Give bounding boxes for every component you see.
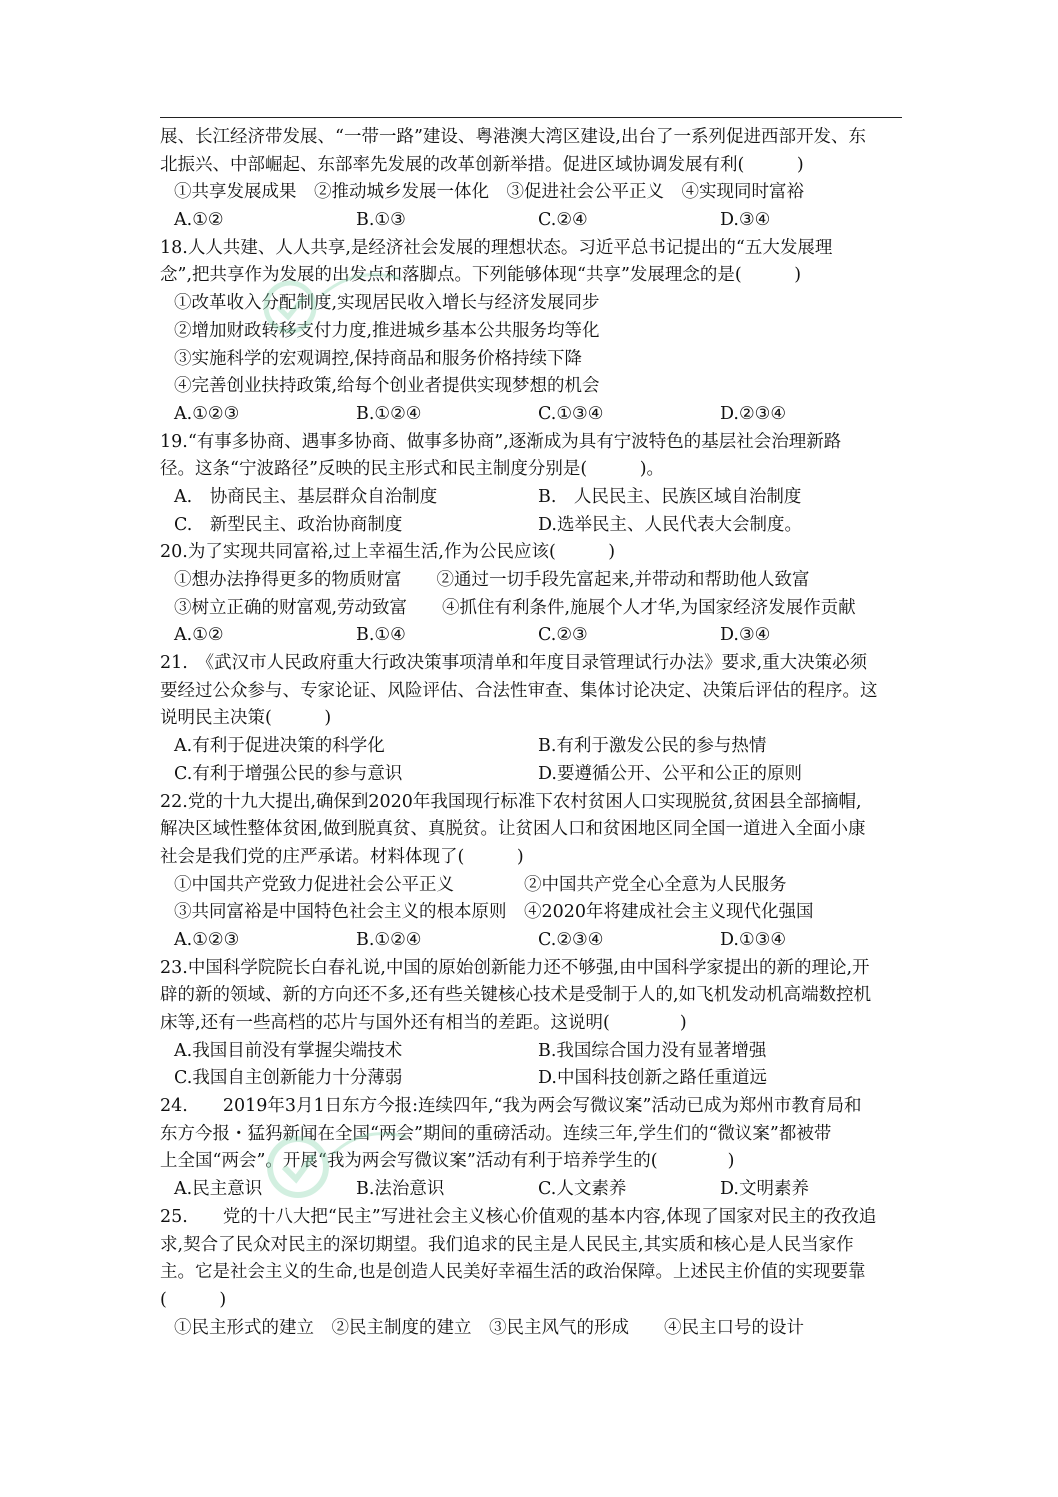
question-23-options-row-2 [160, 1065, 902, 1093]
option-a[interactable]: A.有利于促进决策的科学化 [174, 736, 385, 757]
question-23-stem-line-1: 23.中国科学院院长白春礼说,中国的原始创新能力还不够强,由中国科学家提出的新的理论,开 [160, 957, 870, 978]
option-c[interactable]: C.②③ [538, 625, 588, 646]
option-b[interactable]: B.我国综合国力没有显著增强 [538, 1040, 767, 1061]
question-20-items-row-1: ①想办法挣得更多的物质财富 ②通过一切手段先富起来,并带动和帮助他人致富 [174, 570, 810, 590]
option-c[interactable]: C. 新型民主、政治协商制度 [174, 514, 403, 535]
question-17 [160, 124, 902, 235]
question-20-options [160, 622, 902, 650]
question-24-stem-line-2: 东方今报・猛犸新闻在全国“两会”期间的重磅活动。连续三年,学生们的“微议案”都被带 [160, 1123, 832, 1144]
question-25 [160, 1204, 902, 1342]
option-b[interactable]: B.①④ [356, 625, 406, 646]
question-20-items-row-2: ③树立正确的财富观,劳动致富 ④抓住有利条件,施展个人才华,为国家经济发展作贡献 [174, 597, 856, 618]
question-18-item-2: ②增加财政转移支付力度,推进城乡基本公共服务均等化 [174, 320, 600, 341]
question-22-stem-line-3: 社会是我们党的庄严承诺。材料体现了( ) [160, 846, 524, 867]
option-d[interactable]: D.①③④ [720, 929, 787, 950]
question-20 [160, 539, 902, 650]
question-25-items: ①民主形式的建立 ②民主制度的建立 ③民主风气的形成 ④民主口号的设计 [174, 1317, 804, 1338]
option-c[interactable]: C.人文素养 [538, 1179, 627, 1200]
option-b[interactable]: B. 人民民主、民族区域自治制度 [538, 486, 802, 507]
question-18-item-4: ④完善创业扶持政策,给每个创业者提供实现梦想的机会 [174, 376, 600, 397]
option-c[interactable]: C.有利于增强公民的参与意识 [174, 763, 403, 784]
option-b[interactable]: B.①③ [356, 210, 406, 231]
question-25-stem-line-3: 主。它是社会主义的生命,也是创造人民美好幸福生活的政治保障。上述民主价值的实现要靠 [160, 1262, 866, 1283]
question-19-options-row-1 [160, 484, 902, 512]
option-b[interactable]: B.有利于激发公民的参与热情 [538, 736, 767, 757]
question-24 [160, 1093, 902, 1204]
question-23-stem-line-3: 床等,还有一些高档的芯片与国外还有相当的差距。这说明( ) [160, 1013, 687, 1033]
question-19-stem-line-1: 19.“有事多协商、遇事多协商、做事多协商”,逐渐成为具有宁波特色的基层社会治理新路 [160, 431, 842, 452]
question-22-options [160, 927, 902, 955]
option-c[interactable]: C.我国自主创新能力十分薄弱 [174, 1068, 403, 1089]
option-d[interactable]: D.文明素养 [720, 1179, 809, 1200]
option-d[interactable]: D.中国科技创新之路任重道远 [538, 1068, 767, 1089]
question-21-stem-line-3: 说明民主决策( ) [160, 708, 332, 729]
question-21 [160, 650, 902, 788]
exam-page [160, 124, 902, 1342]
question-19 [160, 429, 902, 540]
question-25-stem-line-2: 求,契合了民众对民主的深切期望。我们追求的民主是人民民主,其实质和核心是人民当家作 [160, 1234, 854, 1255]
option-a[interactable]: A.①②③ [174, 929, 240, 950]
option-a[interactable]: A. 协商民主、基层群众自治制度 [174, 486, 438, 507]
question-24-options [160, 1176, 902, 1204]
question-18-stem-line-2: 念”,把共享作为发展的出发点和落脚点。下列能够体现“共享”发展理念的是( ) [160, 265, 802, 286]
question-18-options [160, 401, 902, 429]
question-17-options [160, 207, 902, 235]
question-22-items-row-2: ③共同富裕是中国特色社会主义的根本原则 ④2020年将建成社会主义现代化强国 [174, 902, 814, 923]
question-25-stem-line-4: ( ) [160, 1289, 227, 1310]
option-a[interactable]: A.我国目前没有掌握尖端技术 [174, 1040, 403, 1061]
question-21-options-row-1 [160, 733, 902, 761]
option-b[interactable]: B.①②④ [356, 403, 422, 424]
option-d[interactable]: D.②③④ [720, 403, 787, 424]
option-c[interactable]: C.②④ [538, 210, 588, 231]
question-25-stem-line-1: 25. 党的十八大把“民主”写进社会主义核心价值观的基本内容,体现了国家对民主的孜孜追 [160, 1206, 877, 1227]
header-rule [160, 117, 902, 118]
question-18-item-1: ①改革收入分配制度,实现居民收入增长与经济发展同步 [174, 293, 600, 314]
option-b[interactable]: B.法治意识 [356, 1179, 445, 1200]
question-18-item-3: ③实施科学的宏观调控,保持商品和服务价格持续下降 [174, 348, 583, 369]
option-c[interactable]: C.②③④ [538, 929, 604, 950]
option-d[interactable]: D.要遵循公开、公平和公正的原则 [538, 763, 802, 784]
option-a[interactable]: A.民主意识 [174, 1179, 263, 1200]
option-d[interactable]: D.选举民主、人民代表大会制度。 [538, 514, 802, 535]
question-18 [160, 235, 902, 429]
question-22-stem-line-2: 解决区域性整体贫困,做到脱真贫、真脱贫。让贫困人口和贫困地区同全国一道进入全面小康 [160, 819, 866, 840]
option-c[interactable]: C.①③④ [538, 403, 604, 424]
question-18-stem-line-1: 18.人人共建、人人共享,是经济社会发展的理想状态。习近平总书记提出的“五大发展理 [160, 237, 833, 258]
question-21-options-row-2 [160, 761, 902, 789]
question-24-stem-line-1: 24. 2019年3月1日东方今报:连续四年,“我为两会写微议案”活动已成为郑州市教育局和 [160, 1096, 862, 1117]
question-20-stem-line-1: 20.为了实现共同富裕,过上幸福生活,作为公民应该( ) [160, 542, 616, 563]
question-17-stem-line-2: 北振兴、中部崛起、东部率先发展的改革创新举措。促进区域协调发展有利( ) [160, 154, 804, 175]
question-22 [160, 789, 902, 955]
question-23-stem-line-2: 辟的新的领域、新的方向还不多,还有些关键核心技术是受制于人的,如飞机发动机高端数控机 [160, 985, 872, 1006]
question-17-stem-line-1: 展、长江经济带发展、“一带一路”建设、粤港澳大湾区建设,出台了一系列促进西部开发、东 [160, 127, 866, 147]
option-b[interactable]: B.①②④ [356, 929, 422, 950]
question-24-stem-line-3: 上全国“两会”。开展“我为两会写微议案”活动有利于培养学生的( ) [160, 1151, 735, 1172]
question-21-stem-line-2: 要经过公众参与、专家论证、风险评估、合法性审查、集体讨论决定、决策后评估的程序。这 [160, 680, 878, 701]
question-17-items: ①共享发展成果 ②推动城乡发展一体化 ③促进社会公平正义 ④实现同时富裕 [174, 182, 804, 203]
option-a[interactable]: A.①② [174, 625, 224, 646]
option-d[interactable]: D.③④ [720, 625, 771, 646]
question-23 [160, 955, 902, 1093]
question-21-stem-line-1: 21. 《武汉市人民政府重大行政决策事项清单和年度目录管理试行办法》要求,重大决策必须 [160, 653, 868, 674]
question-23-options-row-1 [160, 1038, 902, 1066]
question-22-items-row-1: ①中国共产党致力促进社会公平正义 ②中国共产党全心全意为人民服务 [174, 874, 787, 895]
option-d[interactable]: D.③④ [720, 210, 771, 231]
question-22-stem-line-1: 22.党的十九大提出,确保到2020年我国现行标准下农村贫困人口实现脱贫,贫困县全部摘帽, [160, 791, 862, 812]
option-a[interactable]: A.①② [174, 210, 224, 231]
question-19-stem-line-2: 径。这条“宁波路径”反映的民主形式和民主制度分别是( )。 [160, 459, 665, 480]
question-19-options-row-2 [160, 512, 902, 540]
option-a[interactable]: A.①②③ [174, 403, 240, 424]
